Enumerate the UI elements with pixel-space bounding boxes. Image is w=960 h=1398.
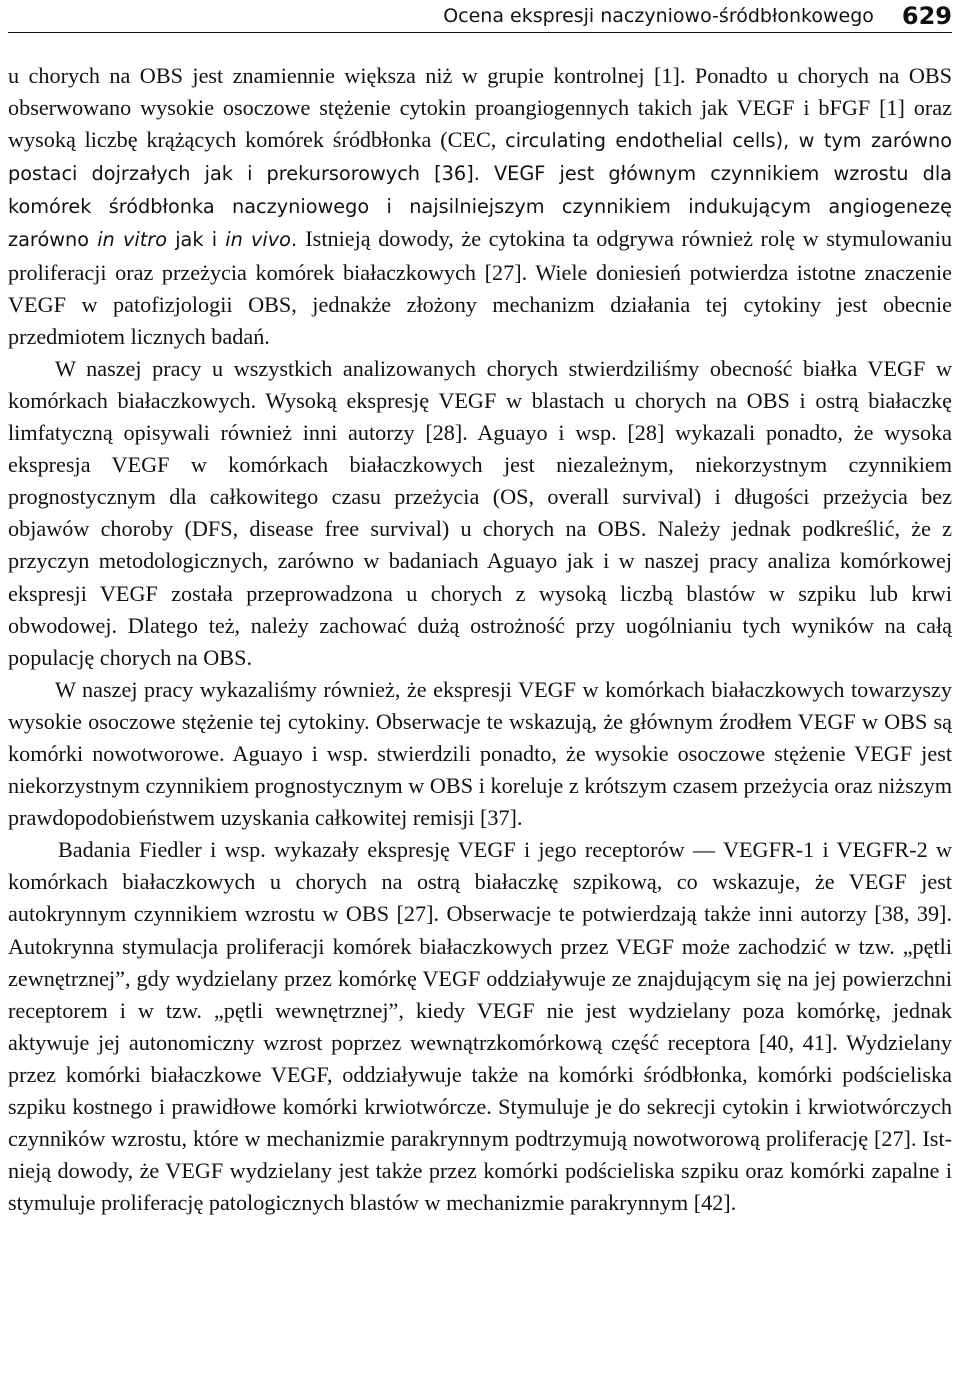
text-run: . <box>290 228 306 252</box>
italic-term: in vivo <box>225 228 291 252</box>
paragraph <box>8 60 952 353</box>
text-run: Badania Fiedler i wsp. wykazały ekspresję VEGF i jego receptorów — VEGFR-1 i VEGFR-2 w komórkach białaczkowych u chorych na ostrą białaczkę szpikową, co wskazuje, że VEGF jest autokrynnym czynnikiem wzrostu w OBS [27]. Obserwacje te potwierdzają także inni autorzy [38, 39]. Autokrynna stymulacja proliferacji komórek białaczkowych przez VEGF może zachodzić w tzw. „pętli zewnętrznej”, gdy wydzielany przez komórkę VEGF oddziaływuje ze znajdującym się na jej powierzchni receptorem i w tzw. „pętli wewnętrznej”, kiedy VEGF nie jest wydzielany poza komórkę, jednak aktywuje jej autonomiczny wzrost poprzez wewnątrzkomórkową część receptora [40, 41]. Wydzielany przez komórki białaczkowe VEGF, oddziaływuje także na komórki śródbłonka, komórki podścieliska szpiku kostnego i prawidłowe komórki krwiotwórcze. Stymuluje je do sekrecji cytokin i krwiotwórczych czynników wzrostu, które w mechanizmie parakrynnym podtrzymują nowotworową proliferację [27]. Istnieją dowody, że VEGF wydzielany jest także przez komórki podścieliska szpiku oraz komórki zapalne i stymuluje proliferację patologicznych blastów w mechanizmie parakrynnym [42]. <box>8 837 952 1216</box>
text-run: Istnieją dowody, że cytokina ta odgrywa również rolę w stymulowaniu proliferacji oraz przeżycia komórek białaczkowych [27]. Wiele doniesień potwierdza istotne znaczenie VEGF w patofizjologii OBS, jednakże złożony mechanizm działania tej cytokiny jest obecnie przedmiotem licznych badań. <box>8 226 952 349</box>
running-title: Ocena ekspresji naczyniowo-śródbłonkowego <box>443 5 874 27</box>
text-run: W naszej pracy wykazaliśmy również, że ekspresji VEGF w komórkach białaczkowych towarzyszy wysokie osoczowe stężenie tej cytokiny. Obserwacje te wskazują, że głównym źrodłem VEGF w OBS są komórki nowotworowe. Aguayo i wsp. stwierdzili ponadto, że wysokie osoczowe stężenie VEGF jest niekorzystnym czynnikiem prognostycznym w OBS i koreluje z krótszym czasem przeżycia oraz niższym prawdopodobieństwem uzyskania całkowitej remisji [37]. <box>8 676 952 831</box>
italic-term: in vitro <box>97 228 168 252</box>
text-run: u chorych na OBS jest znamiennie większa niż w grupie kontrolnej [1]. Ponadto u chorych na OBS obserwowano wysokie osoczowe stężenie cytokin proangiogennych takich jak VEGF i bFGF [1] oraz wysoką liczbę krążących komórek śródbłonka (CEC, <box>8 63 952 153</box>
running-header <box>8 0 952 33</box>
paragraph <box>8 353 952 674</box>
text-run: jak i <box>167 228 226 252</box>
article-body <box>8 60 952 1219</box>
paragraph <box>8 834 952 1219</box>
text-run: W naszej pracy u wszystkich analizowanych chorych stwierdziliśmy obecność białka VEGF w komórkach białaczkowych. Wysoką ekspresję VEGF w blastach u chorych na OBS i ostrą białaczkę limfatyczną opisywali również inni autorzy [28]. Aguayo i wsp. [28] wykazali ponadto, że wysoka ekspresja VEGF w komórkach białaczkowych jest niezależnym, niekorzystnym czynnikiem prognostycznym dla całkowitego czasu przeżycia (OS, overall survival) i długości przeżycia bez objawów choroby (DFS, disease free survival) u chorych na OBS. Należy jednak podkreślić, że z przyczyn metodologicznych, zarówno w badaniach Aguayo jak i w naszej pracy analiza komórkowej ekspresji VEGF została przeprowadzona u chorych z wysoką liczbą blastów w szpiku lub krwi obwodowej. Dlatego też, należy zachować dużą ostrożność przy uogólnianiu tych wyników na całą populację chorych na OBS. <box>8 355 952 670</box>
text-run: circulating endothelial cells), w tym zarówno postaci dojrzałych jak i prekursorowych [36]. VEGF jest głównym czynnikiem wzrostu dla komórek śródbłonka naczyniowego i najsilniejszym czynnikiem indukującym angiogenezę zarówno <box>8 129 952 252</box>
paragraph <box>8 674 952 834</box>
page-number: 629 <box>901 2 952 30</box>
